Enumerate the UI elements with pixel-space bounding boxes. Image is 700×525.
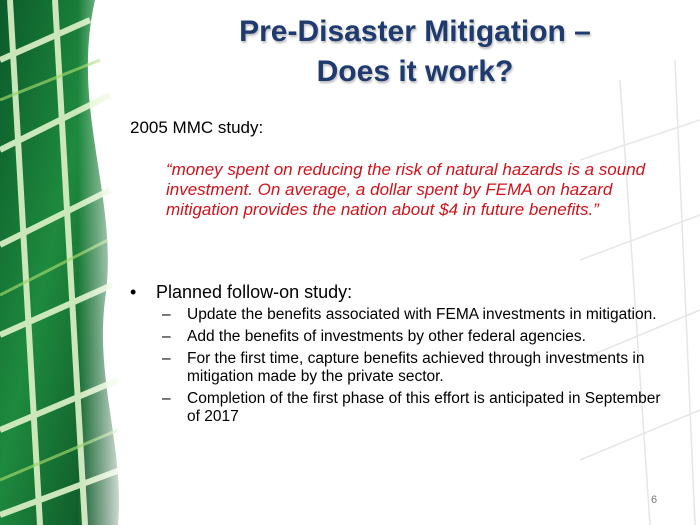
sub-bullet-marker: – (162, 306, 171, 323)
quote-text: “money spent on reducing the risk of natural hazards is a sound investment. On average, a dollar spent by FEMA on hazard mitigation provides the nation about $4 in future benefits.” (166, 160, 646, 219)
green-lattice-decoration (0, 0, 130, 525)
sub-bullet-list (162, 306, 662, 430)
sub-bullet-marker: – (162, 328, 171, 345)
main-bullet-text: Planned follow-on study: (156, 282, 353, 302)
sub-bullet-text: For the first time, capture benefits achieved through investments in mitigation made by the private sector. (187, 350, 645, 385)
title-line-1: Pre-Disaster Mitigation – (239, 15, 591, 48)
intro-text: 2005 MMC study: (130, 118, 264, 137)
sub-bullet-marker: – (162, 350, 171, 367)
sub-bullet-item (162, 328, 662, 346)
sub-bullet-item (162, 350, 662, 386)
sub-bullet-item (162, 390, 662, 426)
title-line-2: Does it work? (316, 55, 514, 88)
page-number: 6 (651, 494, 658, 506)
sub-bullet-item (162, 306, 662, 324)
sub-bullet-marker: – (162, 390, 171, 407)
slide-title (150, 12, 680, 92)
sub-bullet-text: Update the benefits associated with FEMA investments in mitigation. (187, 306, 657, 323)
sub-bullet-text: Add the benefits of investments by other federal agencies. (187, 328, 586, 345)
main-bullet (130, 282, 352, 303)
bullet-marker: • (130, 282, 137, 302)
sub-bullet-text: Completion of the first phase of this effort is anticipated in September of 2017 (187, 390, 661, 425)
